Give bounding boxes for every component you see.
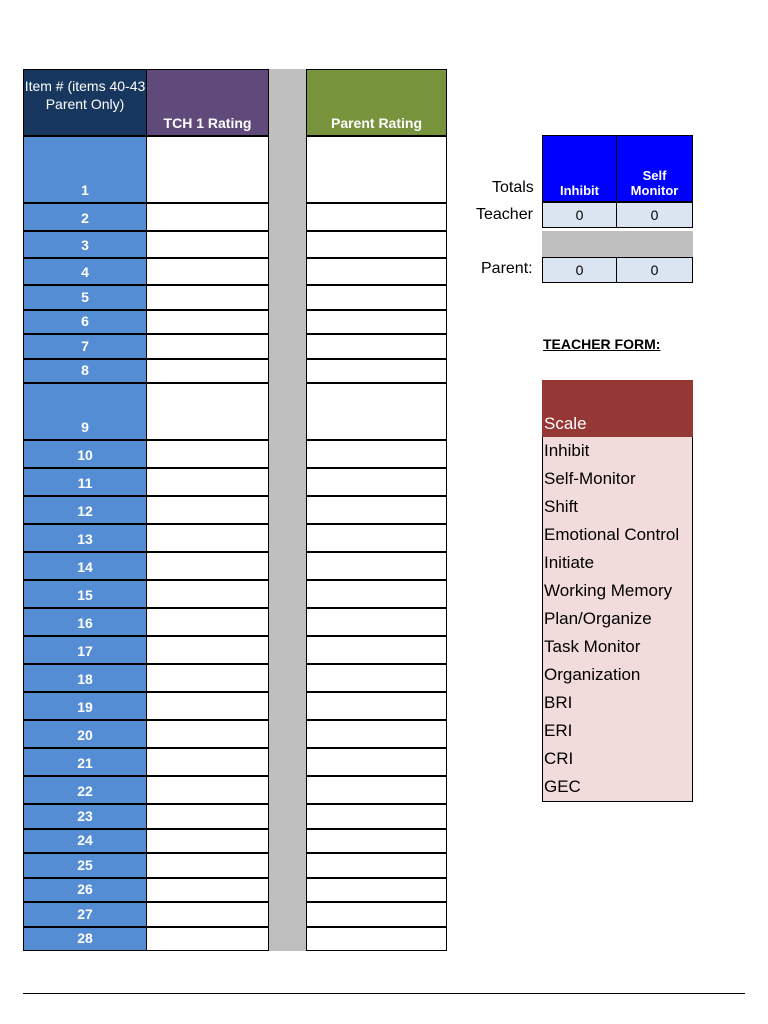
table-row [23,829,447,853]
item-number: 2 [81,210,89,226]
separator-cell [269,136,307,203]
tch-rating-header [146,69,269,136]
table-row [23,636,447,664]
parent-rating-cell[interactable] [306,524,447,552]
item-number: 9 [81,419,89,435]
tch-rating-cell[interactable] [146,285,269,310]
item-number: 10 [77,447,93,463]
totals-inhibit-header [542,135,617,202]
item-number: 16 [77,615,93,631]
parent-rating-cell[interactable] [306,285,447,310]
tch-rating-cell[interactable] [146,720,269,748]
table-row [23,853,447,878]
tch-rating-cell[interactable] [146,440,269,468]
separator-cell [269,468,307,496]
table-row [23,468,447,496]
parent-rating-cell[interactable] [306,664,447,692]
item-number-cell [23,902,147,927]
parent-rating-cell[interactable] [306,136,447,203]
scale-item: Working Memory [542,577,693,606]
parent-rating-cell[interactable] [306,853,447,878]
tch-rating-cell[interactable] [146,496,269,524]
table-row [23,748,447,776]
tch-rating-cell[interactable] [146,692,269,720]
item-number-cell [23,440,147,468]
table-row [23,383,447,440]
table-row [23,496,447,524]
tch-rating-cell[interactable] [146,829,269,853]
separator-column [269,69,307,136]
parent-rating-cell[interactable] [306,878,447,902]
item-number: 4 [81,264,89,280]
separator-cell [269,748,307,776]
item-number: 7 [81,338,89,354]
parent-rating-cell[interactable] [306,720,447,748]
table-row [23,440,447,468]
separator-cell [269,203,307,231]
separator-cell [269,231,307,258]
separator-cell [269,927,307,951]
totals-label: Totals [492,179,534,196]
parent-rating-cell[interactable] [306,468,447,496]
item-number-cell [23,853,147,878]
table-row [23,310,447,334]
separator-cell [269,285,307,310]
parent-rating-cell[interactable] [306,383,447,440]
item-number-cell [23,552,147,580]
item-number-cell [23,310,147,334]
parent-rating-cell[interactable] [306,829,447,853]
table-row [23,878,447,902]
item-number: 24 [77,832,93,848]
table-row [23,552,447,580]
item-number: 23 [77,808,93,824]
item-number: 28 [77,930,93,946]
item-number-cell [23,720,147,748]
scale-item: Shift [542,493,693,522]
table-row [23,664,447,692]
tch-rating-cell[interactable] [146,552,269,580]
item-number-cell [23,524,147,552]
table-row [23,776,447,804]
scale-item: Initiate [542,549,693,578]
parent-rating-cell[interactable] [306,927,447,951]
tch-rating-cell[interactable] [146,580,269,608]
item-number: 25 [77,857,93,873]
tch-rating-cell[interactable] [146,468,269,496]
scale-item: BRI [542,689,693,718]
item-number: 5 [81,289,89,305]
item-number-cell [23,804,147,829]
parent-rating-cell[interactable] [306,636,447,664]
table-row [23,720,447,748]
table-row [23,524,447,552]
scale-item: CRI [542,745,693,774]
parent-inhibit-total: 0 [542,257,617,283]
item-number-cell [23,496,147,524]
separator-cell [269,580,307,608]
tch-rating-cell[interactable] [146,927,269,951]
separator-cell [269,878,307,902]
separator-cell [269,383,307,440]
table-row [23,359,447,383]
separator-cell [269,664,307,692]
item-number: 19 [77,699,93,715]
parent-self-monitor-total: 0 [616,257,693,283]
totals-self-monitor-header-label: Self Monitor [630,168,679,198]
tch-rating-cell[interactable] [146,231,269,258]
parent-rating-cell[interactable] [306,804,447,829]
tch-rating-cell[interactable] [146,383,269,440]
scale-item: Task Monitor [542,633,693,662]
separator-cell [269,720,307,748]
parent-rating-cell[interactable] [306,258,447,285]
item-number-cell [23,829,147,853]
parent-rating-cell[interactable] [306,608,447,636]
parent-rating-header-label: Parent Rating [330,115,422,131]
item-number-cell [23,664,147,692]
scale-header [542,380,693,437]
parent-rating-cell[interactable] [306,440,447,468]
totals-self-monitor-header [616,135,693,202]
table-row [23,580,447,608]
item-number-cell [23,383,147,440]
totals-inhibit-header-label: Inhibit [560,183,599,198]
parent-rating-cell[interactable] [306,310,447,334]
separator-cell [269,310,307,334]
table-row [23,203,447,231]
separator-cell [269,636,307,664]
separator-cell [269,829,307,853]
table-header-row [23,69,447,136]
tch-rating-cell[interactable] [146,258,269,285]
table-row [23,258,447,285]
item-number-cell [23,580,147,608]
item-number: 27 [77,906,93,922]
parent-rating-header [306,69,447,136]
item-number-cell [23,878,147,902]
table-row [23,136,447,203]
table-row [23,692,447,720]
separator-cell [269,853,307,878]
item-number: 20 [77,727,93,743]
parent-label: Parent: [481,260,533,277]
table-row [23,927,447,951]
tch-rating-cell[interactable] [146,136,269,203]
item-number: 22 [77,783,93,799]
table-row [23,804,447,829]
teacher-inhibit-total: 0 [542,202,617,228]
tch-rating-cell[interactable] [146,748,269,776]
parent-rating-cell[interactable] [306,203,447,231]
scale-item: Plan/Organize [542,605,693,634]
parent-rating-cell[interactable] [306,334,447,359]
item-number: 13 [77,531,93,547]
item-number-cell [23,334,147,359]
teacher-form-title: TEACHER FORM: [543,336,661,352]
parent-rating-cell[interactable] [306,776,447,804]
table-row [23,285,447,310]
totals-separator [542,231,693,257]
item-number: 14 [77,559,93,575]
parent-rating-cell[interactable] [306,231,447,258]
item-number-cell [23,136,147,203]
item-number: 18 [77,671,93,687]
parent-rating-cell[interactable] [306,580,447,608]
table-row [23,334,447,359]
separator-cell [269,692,307,720]
scale-item: Emotional Control [542,521,693,550]
scale-item: Organization [542,661,693,690]
parent-rating-cell[interactable] [306,359,447,383]
tch-rating-cell[interactable] [146,636,269,664]
tch-rating-cell[interactable] [146,608,269,636]
parent-rating-cell[interactable] [306,496,447,524]
table-row [23,231,447,258]
item-number: 17 [77,643,93,659]
separator-cell [269,776,307,804]
item-number-cell [23,636,147,664]
scale-item: Inhibit [542,437,693,466]
item-number: 21 [77,755,93,771]
item-number-cell [23,258,147,285]
item-number-cell [23,608,147,636]
item-number: 11 [77,475,93,491]
item-number: 6 [81,313,89,329]
separator-cell [269,334,307,359]
separator-cell [269,552,307,580]
tch-rating-cell[interactable] [146,878,269,902]
scale-item: GEC [542,773,693,802]
separator-cell [269,258,307,285]
separator-cell [269,804,307,829]
item-number: 8 [81,362,89,378]
item-number-cell [23,285,147,310]
teacher-label: Teacher [476,206,533,223]
parent-rating-cell[interactable] [306,692,447,720]
tch-rating-cell[interactable] [146,902,269,927]
tch-rating-cell[interactable] [146,804,269,829]
teacher-self-monitor-total: 0 [616,202,693,228]
item-number: 3 [81,237,89,253]
tch-rating-cell[interactable] [146,310,269,334]
separator-cell [269,902,307,927]
tch-rating-cell[interactable] [146,359,269,383]
separator-cell [269,440,307,468]
separator-cell [269,496,307,524]
parent-rating-cell[interactable] [306,552,447,580]
item-number-cell [23,203,147,231]
item-number-cell [23,231,147,258]
item-number-cell [23,468,147,496]
item-number: 12 [77,503,93,519]
tch-rating-cell[interactable] [146,776,269,804]
footer-rule [23,993,745,994]
item-number-cell [23,692,147,720]
item-number: 26 [77,881,93,897]
item-number-header: Item # (items 40-43 Parent Only) [23,69,147,136]
item-number: 1 [81,182,89,198]
separator-cell [269,359,307,383]
scale-item: Self-Monitor [542,465,693,494]
table-row [23,608,447,636]
table-row [23,902,447,927]
item-number-cell [23,927,147,951]
separator-cell [269,608,307,636]
parent-rating-cell[interactable] [306,902,447,927]
scale-item: ERI [542,717,693,746]
item-number-cell [23,359,147,383]
item-number-cell [23,748,147,776]
item-number-cell [23,776,147,804]
item-number: 15 [77,587,93,603]
tch-rating-cell[interactable] [146,524,269,552]
tch-rating-header-label: TCH 1 Rating [163,115,252,131]
tch-rating-cell[interactable] [146,853,269,878]
parent-rating-cell[interactable] [306,748,447,776]
tch-rating-cell[interactable] [146,664,269,692]
separator-cell [269,524,307,552]
tch-rating-cell[interactable] [146,203,269,231]
tch-rating-cell[interactable] [146,334,269,359]
scale-header-label: Scale [544,414,587,433]
